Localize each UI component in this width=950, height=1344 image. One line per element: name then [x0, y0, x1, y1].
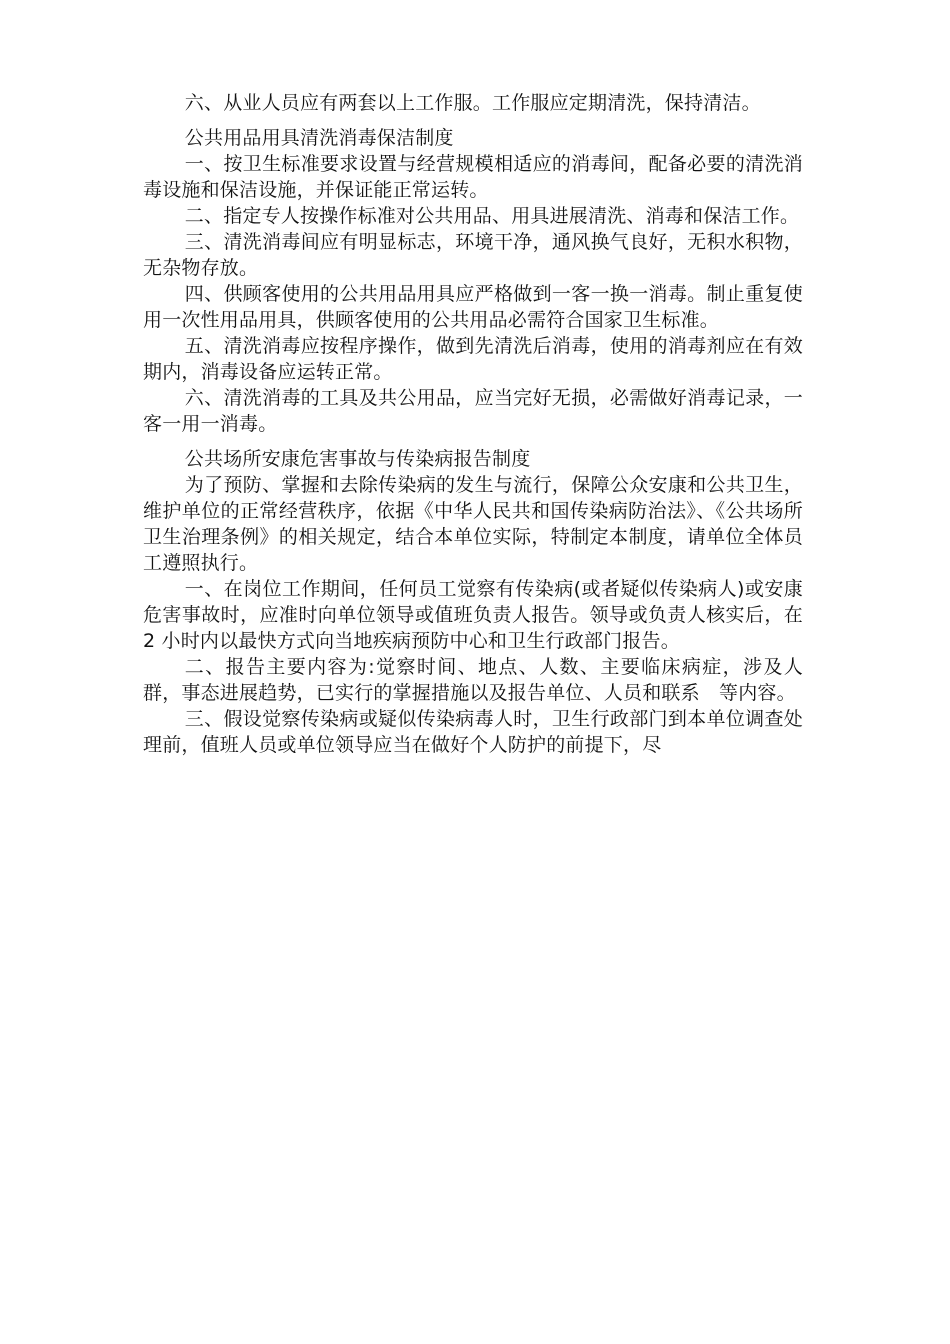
document-body: [143, 90, 803, 758]
reporting-intro: 为了预防、掌握和去除传染病的发生与流行，保障公众安康和公共卫生，维护单位的正常经营秩序，依据《中华人民共和国传染病防治法》、《公共场所卫生治理条例》的相关规定，结合本单位实际，特制定本制度，请单位全体员工遵照执行。: [143, 474, 803, 574]
section-title-cleaning: 公共用品用具清洗消毒保洁制度: [184, 127, 454, 149]
cleaning-rule-6: 六、清洗消毒的工具及共公用品，应当完好无损，必需做好消毒记录，一客一用一消毒。: [143, 387, 803, 435]
cleaning-rule-4: 四、供顾客使用的公共用品用具应严格做到一客一换一消毒。制止重复使用一次性用品用具，供顾客使用的公共用品必需符合国家卫生标准。: [143, 283, 803, 331]
workwear-rule-paragraph: 六、从业人员应有两套以上工作服。工作服应定期清洗，保持清洁。: [184, 92, 761, 114]
cleaning-rule-5: 五、清洗消毒应按程序操作，做到先清洗后消毒，使用的消毒剂应在有效期内，消毒设备应运转正常。: [143, 335, 803, 383]
section-title-reporting: 公共场所安康危害事故与传染病报告制度: [184, 448, 531, 470]
cleaning-rule-2: 二、指定专人按操作标准对公共用品、用具进展清洗、消毒和保洁工作。: [184, 205, 800, 227]
cleaning-rule-1: 一、按卫生标准要求设置与经营规模相适应的消毒间，配备必要的清洗消毒设施和保洁设施，并保证能正常运转。: [143, 153, 803, 201]
reporting-rule-3: 三、假设觉察传染病或疑似传染病毒人时，卫生行政部门到本单位调查处理前，值班人员或单位领导应当在做好个人防护的前提下，尽: [143, 708, 803, 756]
reporting-rule-1: 一、在岗位工作期间，任何员工觉察有传染病(或者疑似传染病人)或安康危害事故时，应准时向单位领导或值班负责人报告。领导或负责人核实后，在 2 小时内以最快方式向当地疾病预防中心和卫生行政部门报告。: [143, 578, 803, 652]
reporting-rule-2: 二、报告主要内容为:觉察时间、地点、人数、主要临床病症，涉及人群，事态进展趋势，已实行的掌握措施以及报告单位、人员和联系 等内容。: [143, 656, 803, 704]
cleaning-rule-3: 三、清洗消毒间应有明显标志，环境干净，通风换气良好，无积水积物，无杂物存放。: [143, 231, 803, 279]
